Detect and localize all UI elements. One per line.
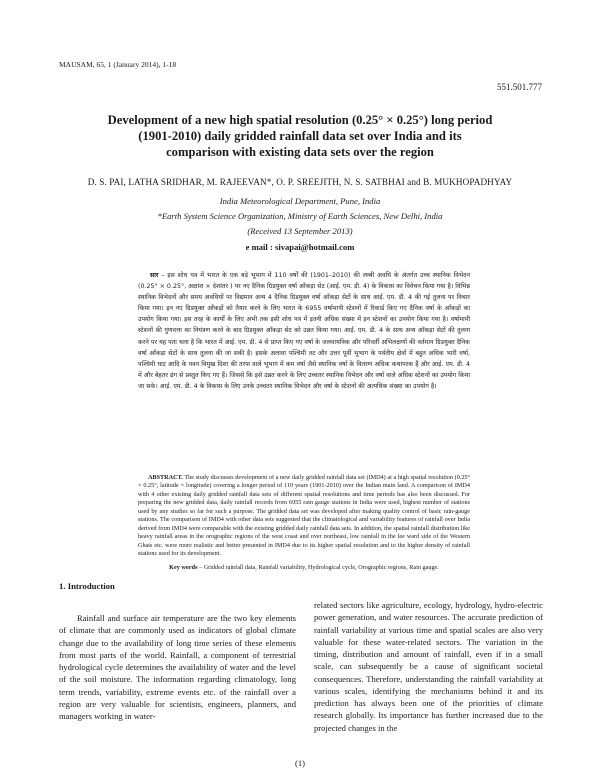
hindi-abstract-label: सार	[150, 272, 159, 279]
journal-citation: MAUSAM, 65, 1 (January 2014), 1-18	[59, 60, 177, 69]
hindi-abstract	[138, 270, 470, 392]
abstract-text: The study discusses development of a new daily gridded rainfall data set (IMD4) at a high spatial resolution (0.25° × 0.25°, latitude × longitude) covering a longer period of 110 years (1901-2010) over the Indian main land. A comparison of IMD4 with 4 other existing daily gridded rainfall data sets of different spatial resolutions and time periods has also been discussed. For preparing the new gridded data, daily rainfall records from 6955 rain gauge stations in India were used, highest number of stations used by any studies so far for such a purpose. The gridded data set was developed after making quality control of basic rain-gauge stations. The comparison of IMD4 with other data sets suggested that the climatological and variability features of rainfall over India derived from IMD4 were comparable with the existing gridded daily rainfall data sets. In addition, the spatial rainfall distribution like heavy rainfall areas in the orographic regions of the west coast and over northeast, low rainfall in the lee ward side of the Western Ghats etc. were more realistic and better presented in IMD4 due to its higher spatial resolution and to the higher density of rainfall stations used for its development.	[138, 474, 470, 558]
page-number: (1)	[294, 758, 306, 768]
udc-number: 551.501.777	[497, 82, 542, 92]
received-date: (Received 13 September 2013)	[247, 226, 353, 236]
title-line-2: (1901-2010) daily gridded rainfall data set over India and its	[138, 129, 462, 143]
keywords-text: – Gridded rainfall data, Rainfall variability, Hydrological cycle, Orographic regions, Rain gauge.	[197, 564, 439, 571]
affiliation-primary: India Meteorological Department, Pune, India	[219, 196, 381, 206]
affiliation-secondary: *Earth System Science Organization, Ministry of Earth Sciences, New Delhi, India	[157, 211, 443, 221]
keywords	[138, 564, 470, 571]
hindi-abstract-text: – इस शोध पत्र में भारत के एक बड़े भूभाग में 110 वर्षों की (1901–2010) की लम्बी अवधि के अंतर्गत उच्च स्थानिक विभेदन (0.25° × 0.25°, अक्षांश × देशांतर ) पर नए दैनिक ग्रिडयुक्त वर्षा आँकड़ा सेट (आई. एम. डी. 4) के विकास का विवेचन किया गया है। विभिन्न स्थानिक विभेदनों और समय अवधियों पर विद्यमान अन्य 4 दैनिक ग्रिडयुक्त वर्षा आँकड़ा सेटों के साथ आई. एम. डी. 4 की गई तुलना पर विचार किया गया। इन नए ग्रिडयुक्त आँकड़ों को तैयार करने के लिए भारत के 6955 वर्षामापी स्टेशनों में रिकार्ड किए गए दैनिक वर्षा के आँकड़ों का उपयोग किया गया। इस तरह के कार्यों के लिए अभी तक इसी शोध पत्र में इतनी अधिक संख्या में इन स्टेशनों का उपयोग किया गया है। वर्षामापी स्टेशनों की गुणवत्ता का नियंत्रण करने के बाद ग्रिडयुक्त आँकड़ा सेट को उन्नत किया गया। आई. एम. डी. 4 के साथ अन्य आँकड़ा सेटों की तुलना करने पर यह पता चला है कि भारत में आई. एम. डी. 4 से प्राप्त किए गए वर्षा के जलवायविक और परिवर्ती अभिलक्षणों की वर्तमान ग्रिडयुक्त दैनिक वर्षा आँकड़ा सेटों के साथ तुलना की जा सकी है। इसके अलावा पश्चिमी तट और उत्तर पूर्वी भूभाग के पर्वतीय क्षेत्रों में बहुत अधिक भारी वर्षा, पश्चिमी घाट आदि के पवन विमुख दिशा की तरफ वाले भूभाग में कम वर्षा जैसे स्थानिक वर्षा के वितरण अधिक कथापरक हैं और आई. एम. डी. 4 में और बेहतर ढंग से प्रस्तुत किए गए हैं। जिससे कि इसे उन्नत करने के लिए उच्चतर स्थानिक विभेदन और वर्षा वाले अधिक स्टेशनों का उपयोग किया जा सके। आई. एम. डी. 4 के विकास के लिए उनके उच्चतर स्थानिक विभेदन और वर्षा के स्टेशनों की अत्यधिक संख्या का उपयोग है।	[138, 272, 470, 390]
abstract-label: ABSTRACT.	[148, 474, 183, 481]
section-heading-introduction: 1. Introduction	[59, 581, 115, 591]
title-line-1: Development of a new high spatial resolution (0.25° × 0.25°) long period	[107, 113, 493, 127]
contact-email: e mail : sivapai@hotmail.com	[245, 242, 355, 252]
author-list: D. S. PAI, LATHA SRIDHAR, M. RAJEEVAN*, O. P. SREEJITH, N. S. SATBHAI and B. MUKHOPADHYAY	[87, 177, 513, 187]
title-line-3: comparison with existing data sets over the region	[166, 145, 434, 159]
keywords-label: Key words	[169, 564, 198, 571]
paper-title	[70, 112, 530, 160]
body-column-right: related sectors like agriculture, ecology, hydrology, hydro-electric power generation, and water resources. The accurate prediction of rainfall variability at various time and spatial scales are also very valuable for these water-related sectors. The variation in the timing, distribution and amount of rainfall, even if in a small scale, can subsequently be a cause of significant societal consequences. Therefore, understanding the rainfall variability at various scales, identifying the mechanisms behind it and its prediction has always been one of the priorities of climate research globally. Its importance has further increased due to the projected changes in the	[314, 600, 543, 733]
english-abstract	[138, 474, 470, 559]
body-column-left: Rainfall and surface air temperature are the two key elements of climate that are commonly used as indicators of global climate change due to the availability of long time series of these elements from most parts of the world. Rainfall, a component of terrestrial hydrological cycle determines the availability of water and the level of the soil moisture. The information regarding climatology, long term trends, variability, extreme events etc. of the rainfall over a region are very valuable for scientists, engineers, planners, and managers working in water-	[59, 613, 296, 721]
